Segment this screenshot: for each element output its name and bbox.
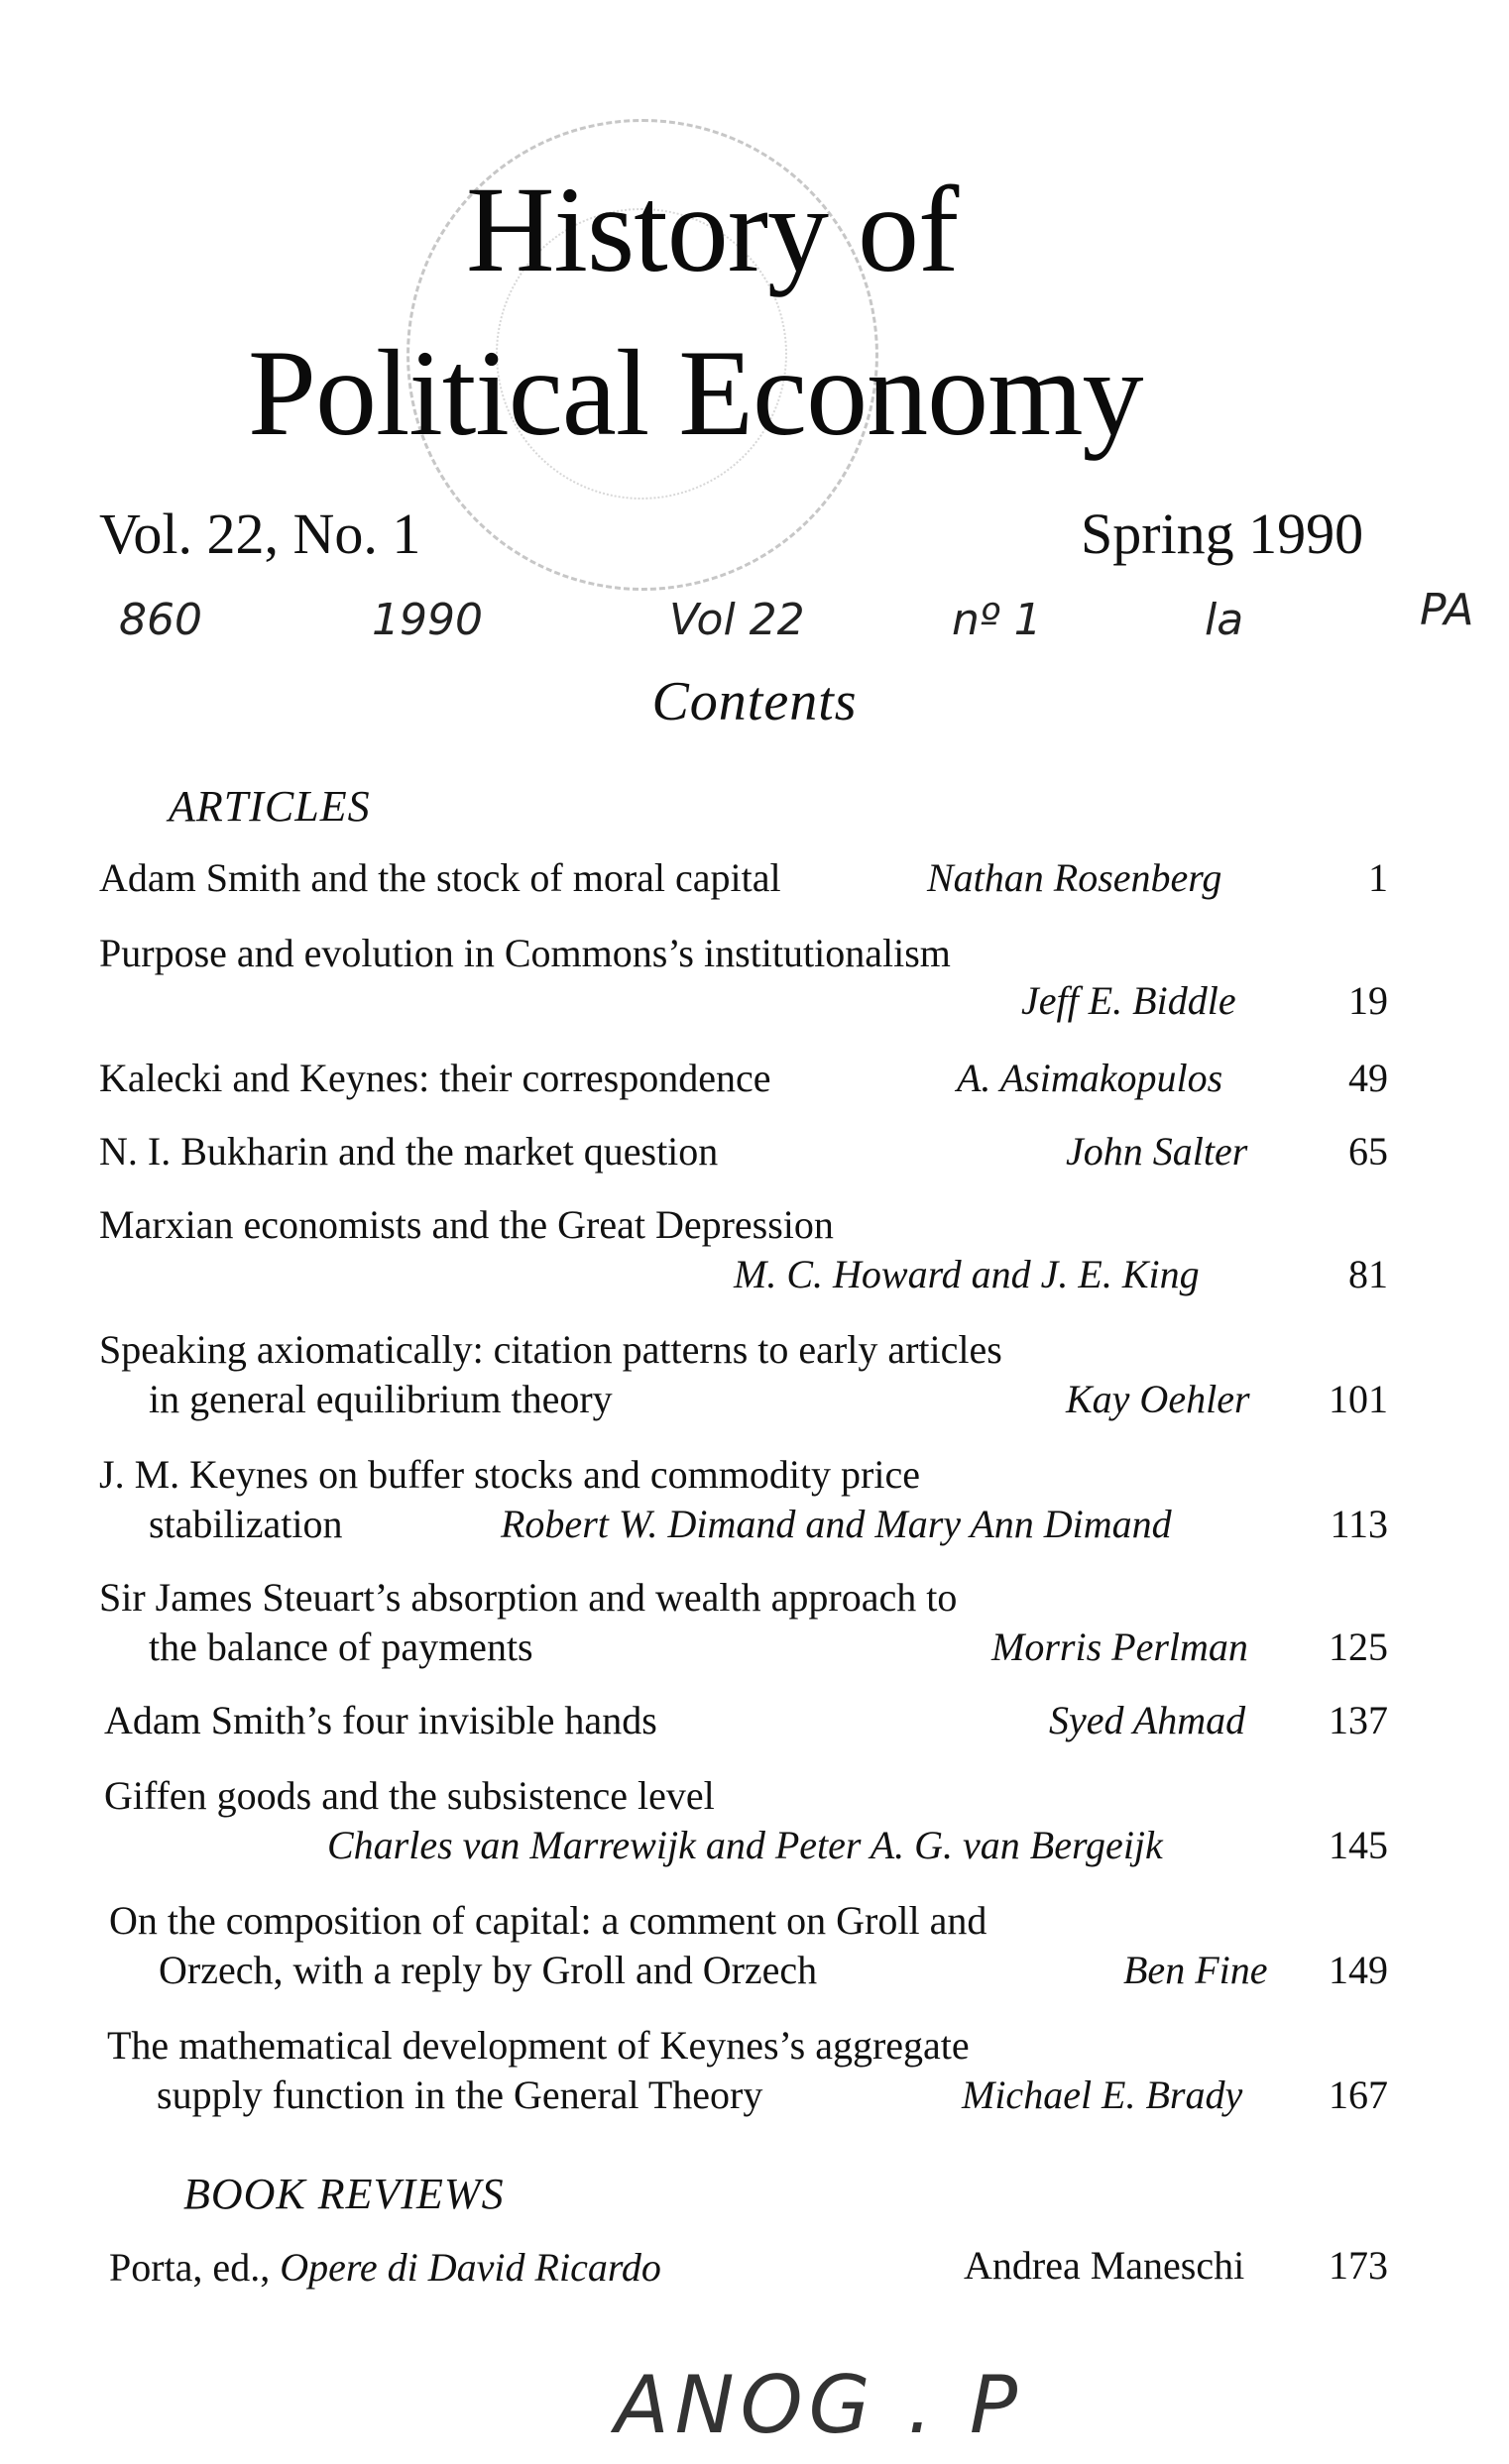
- article-title: Speaking axiomatically: citation patterns to early articles: [99, 1327, 1002, 1372]
- handwritten-scribble: ANOG . P: [615, 2359, 1024, 2451]
- review-book-title: Opere di David Ricardo: [280, 2245, 661, 2290]
- article-author: A. Asimakopulos: [957, 1056, 1223, 1100]
- review-title: [109, 2244, 661, 2291]
- article-page: 1: [1368, 855, 1388, 900]
- article-author: Kay Oehler: [1066, 1377, 1250, 1421]
- volume-number: Vol. 22, No. 1: [99, 502, 421, 566]
- article-page: 145: [1329, 1823, 1388, 1867]
- article-page: 137: [1329, 1698, 1388, 1742]
- article-title-continued: the balance of payments: [149, 1624, 533, 1669]
- article-title-continued: Orzech, with a reply by Groll and Orzech: [159, 1948, 818, 1992]
- article-title: The mathematical development of Keynes’s aggregate: [107, 2023, 970, 2068]
- handwritten-note: nº 1: [952, 595, 1042, 645]
- article-title: N. I. Bukharin and the market question: [99, 1129, 719, 1174]
- article-author: John Salter: [1066, 1129, 1248, 1174]
- article-page: 113: [1330, 1502, 1388, 1546]
- article-author: Syed Ahmad: [1049, 1698, 1246, 1742]
- article-title-continued: stabilization: [149, 1502, 343, 1546]
- issue-season: Spring 1990: [1081, 502, 1364, 566]
- article-page: 49: [1348, 1056, 1388, 1100]
- article-title: Giffen goods and the subsistence level: [104, 1773, 715, 1818]
- article-title: Adam Smith’s four invisible hands: [104, 1698, 657, 1742]
- article-page: 167: [1329, 2072, 1388, 2117]
- article-page: 125: [1329, 1624, 1388, 1669]
- article-author: M. C. Howard and J. E. King: [734, 1252, 1200, 1296]
- article-author: Michael E. Brady: [962, 2072, 1243, 2117]
- handwritten-note: Vol 22: [669, 595, 805, 645]
- article-title: Purpose and evolution in Commons’s institutionalism: [99, 931, 951, 975]
- article-title-continued: supply function in the General Theory: [157, 2072, 763, 2117]
- handwritten-note: la: [1205, 595, 1244, 645]
- article-author: Nathan Rosenberg: [927, 855, 1222, 900]
- article-author: Morris Perlman: [991, 1624, 1248, 1669]
- journal-title-line1: History of: [466, 162, 959, 297]
- review-title-prefix: Porta, ed.,: [109, 2245, 281, 2290]
- article-page: 101: [1329, 1377, 1388, 1421]
- article-author: Ben Fine: [1123, 1948, 1268, 1992]
- article-page: 65: [1348, 1129, 1388, 1174]
- section-heading-book-reviews: BOOK REVIEWS: [183, 2170, 505, 2218]
- article-author: Jeff E. Biddle: [1021, 978, 1236, 1023]
- review-page: 173: [1329, 2243, 1388, 2288]
- article-page: 149: [1329, 1948, 1388, 1992]
- article-title: Kalecki and Keynes: their correspondence: [99, 1056, 771, 1100]
- article-title-continued: in general equilibrium theory: [149, 1377, 613, 1421]
- article-title: J. M. Keynes on buffer stocks and commodity price: [99, 1452, 920, 1497]
- handwritten-note: 1990: [372, 595, 483, 645]
- article-author: Charles van Marrewijk and Peter A. G. van Bergeijk: [327, 1823, 1163, 1867]
- handwritten-note: PA: [1420, 585, 1474, 635]
- article-page: 19: [1348, 978, 1388, 1023]
- article-title: Adam Smith and the stock of moral capital: [99, 855, 781, 900]
- contents-heading: Contents: [651, 671, 858, 732]
- article-page: 81: [1348, 1252, 1388, 1296]
- handwritten-note: 860: [119, 595, 202, 645]
- article-title: Marxian economists and the Great Depression: [99, 1202, 834, 1247]
- section-heading-articles: ARTICLES: [169, 782, 371, 831]
- article-author: Robert W. Dimand and Mary Ann Dimand: [501, 1502, 1172, 1546]
- journal-title-line2: Political Economy: [248, 325, 1143, 461]
- article-title: On the composition of capital: a comment on Groll and: [109, 1898, 987, 1943]
- review-author: Andrea Maneschi: [964, 2243, 1245, 2288]
- article-title: Sir James Steuart’s absorption and wealth approach to: [99, 1575, 958, 1620]
